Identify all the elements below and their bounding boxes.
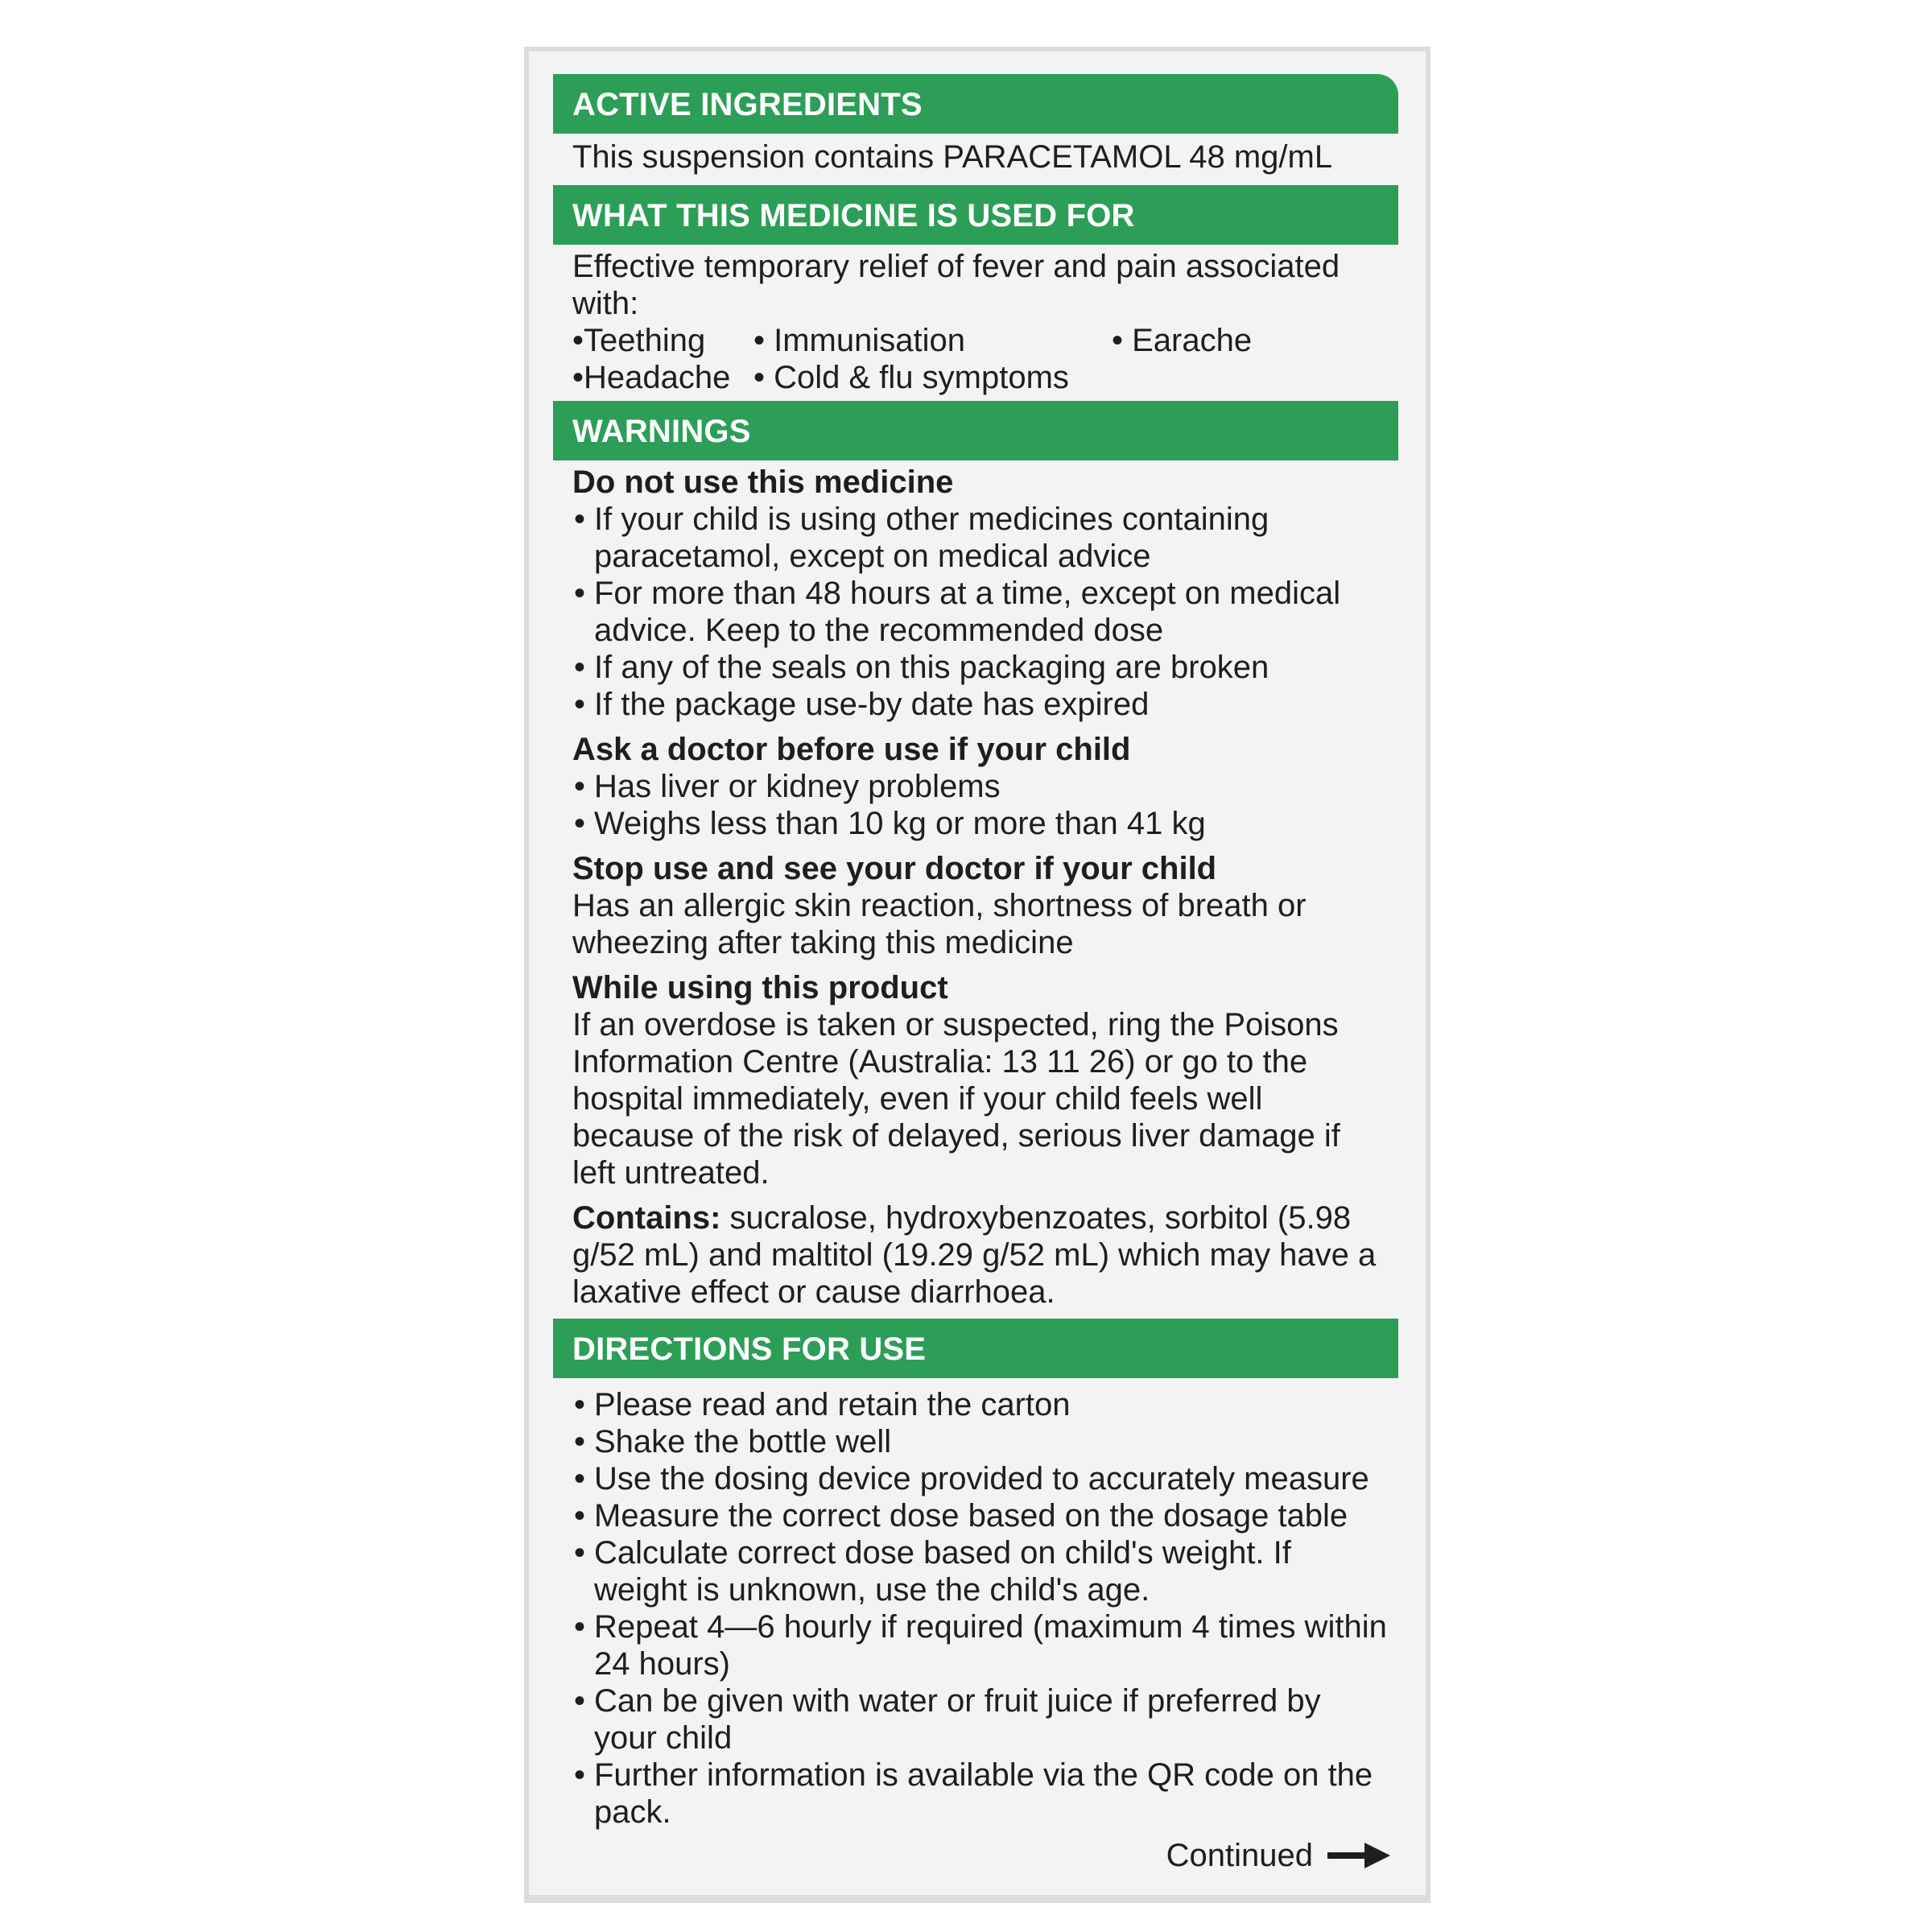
list-item: • Repeat 4—6 hourly if required (maximum 4 times within 24 hours) — [572, 1608, 1390, 1682]
label-content — [553, 74, 1398, 1831]
warnings-section — [553, 460, 1398, 1314]
list-item: • Measure the correct dose based on the dosage table — [572, 1497, 1390, 1534]
directions-heading: DIRECTIONS FOR USE — [553, 1319, 1398, 1378]
label-panel — [524, 47, 1430, 1903]
active-ingredients-heading: ACTIVE INGREDIENTS — [553, 74, 1398, 134]
uses-list: •Teething • Immunisation • Earache •Headache • Cold & flu symptoms — [572, 323, 1253, 395]
directions-section — [553, 1378, 1398, 1831]
contains-text: sucralose, hydroxybenzoates, sorbitol (5.98 g/52 mL) and maltitol (19.29 g/52 mL) which may have a laxative effect or cause diarrhoea. — [572, 1200, 1377, 1310]
do-not-use-title: Do not use this medicine — [572, 464, 954, 500]
while-using-title: While using this product — [572, 970, 948, 1005]
list-item: • Further information is available via the QR code on the pack. — [572, 1757, 1390, 1831]
ask-doctor-title: Ask a doctor before use if your child — [572, 732, 1131, 767]
while-using-text: If an overdose is taken or suspected, ring the Poisons Information Centre (Australia: 13 11 26) or go to the hospital immediately, even if your child feels well because of the risk of delayed, serious liver damage if left untreated. — [572, 1007, 1340, 1191]
list-item: • If the package use-by date has expired — [572, 686, 1390, 723]
use-item: Headache — [584, 360, 731, 395]
uses-heading: WHAT THIS MEDICINE IS USED FOR — [553, 185, 1398, 245]
list-item: • Weighs less than 10 kg or more than 41 kg — [572, 805, 1390, 842]
use-item: Earache — [1132, 323, 1253, 358]
directions-list — [572, 1386, 1390, 1831]
arrow-right-icon — [1327, 1839, 1392, 1872]
stop-use-title: Stop use and see your doctor if your child — [572, 851, 1217, 886]
list-item: • Please read and retain the carton — [572, 1386, 1390, 1423]
do-not-use-list — [572, 501, 1390, 723]
list-item: • If your child is using other medicines containing paracetamol, except on medical advice — [572, 501, 1390, 575]
use-item: Teething — [584, 323, 706, 358]
list-item: • If any of the seals on this packaging are broken — [572, 649, 1390, 686]
use-item: Immunisation — [774, 323, 965, 358]
continued-indicator — [1166, 1837, 1392, 1874]
uses-intro: Effective temporary relief of fever and pain associated with: — [572, 249, 1340, 321]
list-item: • Can be given with water or fruit juice if preferred by your child — [572, 1682, 1390, 1757]
contains-label: Contains: — [572, 1200, 721, 1236]
uses-section — [553, 245, 1398, 401]
contains-paragraph — [572, 1199, 1390, 1311]
list-item: • For more than 48 hours at a time, except on medical advice. Keep to the recommended dose — [572, 575, 1390, 649]
warnings-heading: WARNINGS — [553, 401, 1398, 460]
list-item: • Use the dosing device provided to accurately measure — [572, 1460, 1390, 1497]
stop-use-text: Has an allergic skin reaction, shortness of breath or wheezing after taking this medicine — [572, 888, 1307, 960]
active-ingredients-text: This suspension contains PARACETAMOL 48 mg/mL — [572, 139, 1333, 175]
list-item: • Calculate correct dose based on child's weight. If weight is unknown, use the child's age. — [572, 1534, 1390, 1608]
active-ingredients-section — [553, 134, 1398, 185]
ask-doctor-list — [572, 768, 1390, 842]
list-item: • Has liver or kidney problems — [572, 768, 1390, 805]
list-item: • Shake the bottle well — [572, 1423, 1390, 1460]
continued-label: Continued — [1166, 1838, 1313, 1873]
use-item: Cold & flu symptoms — [774, 360, 1069, 395]
